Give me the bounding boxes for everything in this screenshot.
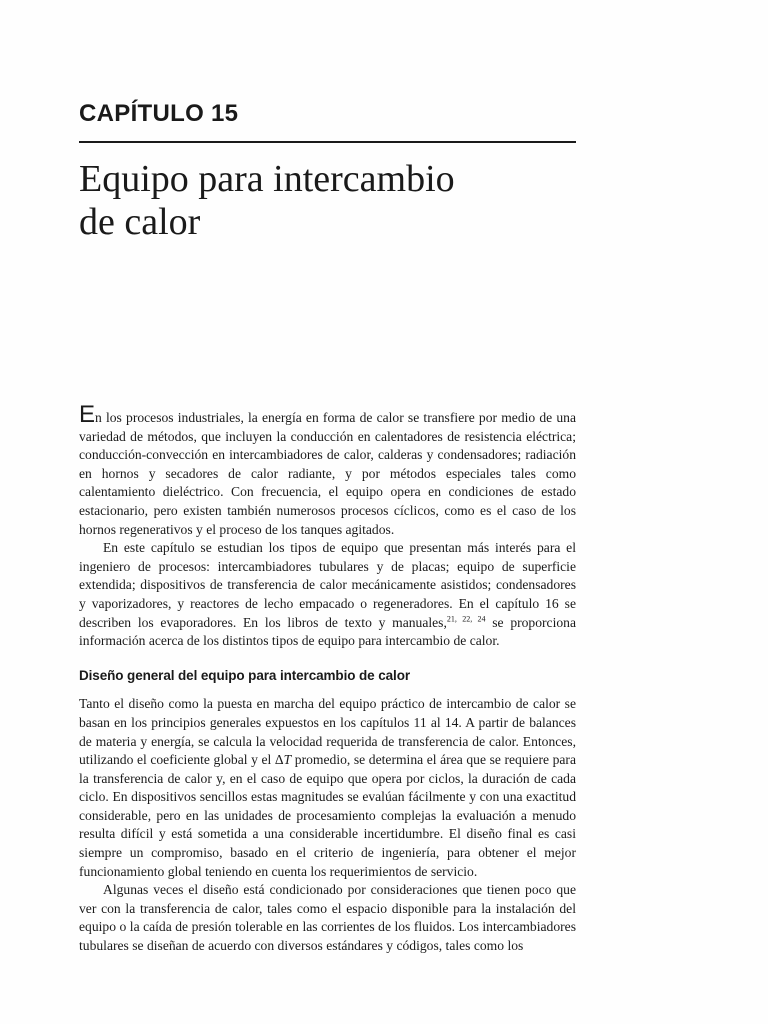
intro-paragraph-2-tail: se proporciona información acerca de los distintos tipos de equipo para intercambio de calor. — [79, 614, 576, 649]
chapter-label: CAPÍTULO 15 — [79, 100, 239, 127]
chapter-title-line2: de calor — [79, 201, 201, 243]
section-paragraph-1-tail: promedio, se determina el área que se requiere para la transferencia de calor y, en el caso de equipo que opera por ciclos, la duración de cada ciclo. En dispositivos sencillos estas magnitudes se evalúan fácilmente y con una exactitud considerable, pero en las unidades de procesamiento complejas la evaluación a menudo resulta difícil y está sometida a una considerable incertidumbre. El diseño final es casi siempre un compromiso, basado en el criterio de ingeniería, para obtener el mejor funcionamiento global teniendo en cuenta los requerimientos de servicio. — [79, 752, 576, 879]
chapter-rule — [79, 141, 576, 143]
section-heading: Diseño general del equipo para intercambio de calor — [79, 667, 410, 683]
intro-paragraph-1 — [79, 401, 576, 539]
section-paragraph-1-text: Tanto el diseño como la puesta en marcha del equipo práctico de intercambio de calor se basan en los principios generales expuestos en los capítulos 11 al 14. A partir de balances de materia y energía, se calcula la velocidad requerida de transferencia de calor. Entonces, utilizando el coeficiente global y el — [79, 696, 576, 768]
chapter-title-line1: Equipo para intercambio — [79, 158, 455, 200]
chapter-title — [79, 158, 579, 244]
reference-superscript: 21, 22, 24 — [446, 614, 486, 623]
delta-symbol: Δ — [274, 752, 284, 768]
intro-paragraph-1-text: n los procesos industriales, la energía en forma de calor se transfiere por medio de una variedad de métodos, que incluyen la conducción en calentadores de resistencia eléctrica; conducción-convección en intercambiadores de calor, calderas y condensadores; radiación en hornos y secadores de calor radiante, y por métodos especiales tales como calentamiento dieléctrico. Con frecuencia, el equipo opera en condiciones de estado estacionario, pero existen también numerosos procesos cíclicos, como es el caso de los hornos regenerativos y el proceso de los tanques agitados. — [79, 410, 576, 537]
temperature-symbol: T — [283, 752, 292, 768]
body-text — [79, 401, 576, 956]
drop-cap: E — [79, 401, 96, 428]
section-paragraph-1 — [79, 695, 576, 881]
section-paragraph-2: Algunas veces el diseño está condicionado por consideraciones que tienen poco que ver con la transferencia de calor, tales como el espacio disponible para la instalación del equipo o la caída de presión tolerable en las corrientes de los fluidos. Los intercambiadores tubulares se diseñan de acuerdo con diversos estándares y códigos, tales como los — [79, 882, 576, 954]
intro-paragraph-2 — [79, 539, 576, 651]
intro-paragraph-2-text: En este capítulo se estudian los tipos de equipo que presentan más interés para el ingeniero de procesos: intercambiadores tubulares y de placas; equipo de superficie extendida; dispositivos de transferencia de calor mecánicamente asistidos; condensadores y vaporizadores, y reactores de lecho empacado o regeneradores. En el capítulo 16 se describen los evaporadores. En los libros de texto y manuales, — [79, 540, 576, 630]
